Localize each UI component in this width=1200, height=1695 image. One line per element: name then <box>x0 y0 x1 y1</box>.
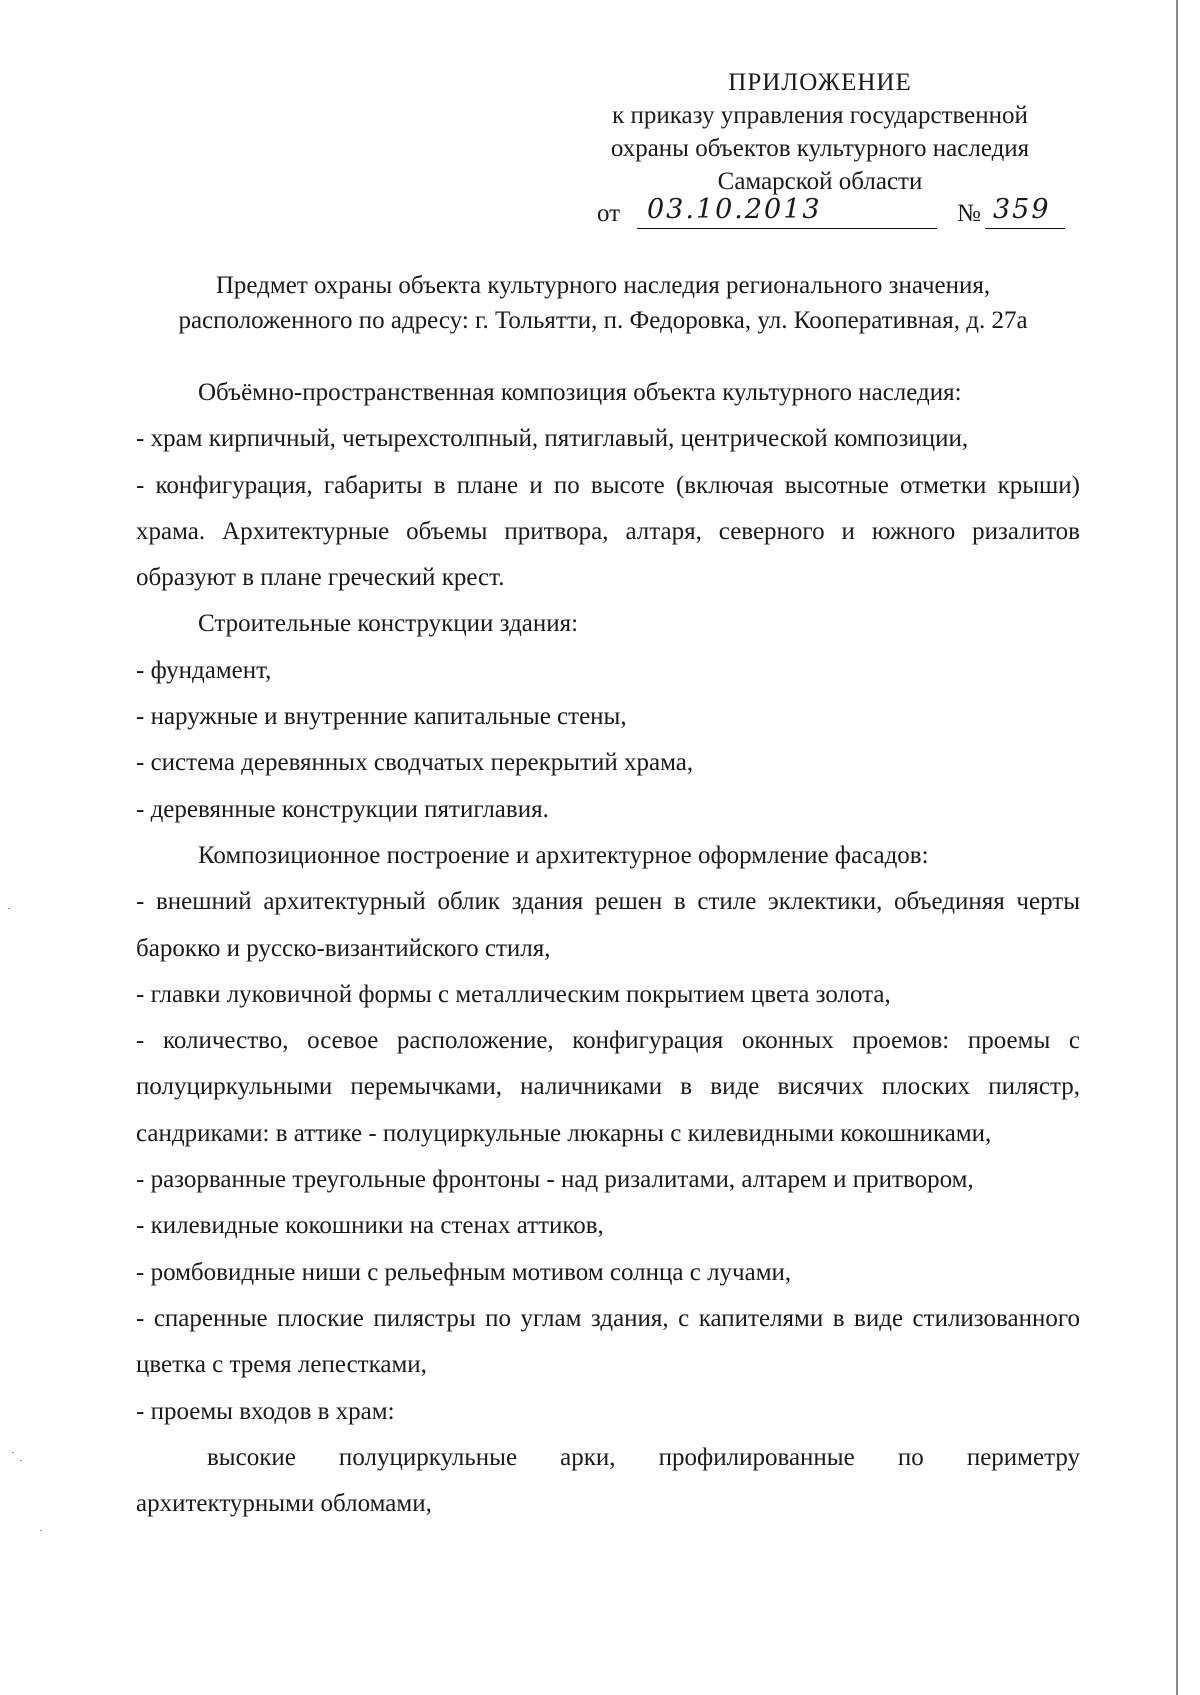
appendix-header-line-3: Самарской области <box>717 168 923 195</box>
scan-speck <box>12 1452 14 1453</box>
document-subject <box>130 268 1076 338</box>
list-subitem: высокие полуциркульные арки, профилированные по периметру архитектурными обломами, <box>136 1443 1080 1518</box>
order-date-handwritten: 03.10.2013 <box>647 194 822 225</box>
subject-line-2: расположенного по адресу: г. Тольятти, п. Федоровка, ул. Кооперативная, д. 27а <box>178 307 1028 334</box>
list-item: - деревянные конструкции пятиглавия. <box>136 795 549 823</box>
list-item: - главки луковичной формы с металлическим покрытием цвета золота, <box>136 980 891 1008</box>
list-item: - разорванные треугольные фронтоны - над ризалитами, алтарем и притвором, <box>136 1166 974 1194</box>
scan-page-edge <box>1176 0 1178 1695</box>
list-item: - конфигурация, габариты в плане и по высоте (включая высотные отметки крыши) храма. Архитектурные объемы притвора, алтаря, северного и южного ризалитов образуют в плане греческий крест. <box>136 471 1080 592</box>
order-number-handwritten: 359 <box>993 194 1051 225</box>
list-item: - храм кирпичный, четырехстолпный, пятиглавый, центрической композиции, <box>136 425 969 453</box>
appendix-header <box>560 66 1080 198</box>
scan-speck <box>8 908 10 909</box>
list-item: - ромбовидные ниши с рельефным мотивом солнца с лучами, <box>136 1258 792 1286</box>
order-from-label: от <box>597 200 621 227</box>
section-heading-structure: Строительные конструкции здания: <box>198 610 579 638</box>
section-heading-facades: Композиционное построение и архитектурное оформление фасадов: <box>198 841 929 869</box>
appendix-header-line-1: к приказу управления государственной <box>612 102 1028 129</box>
appendix-title: ПРИЛОЖЕНИЕ <box>728 69 912 96</box>
order-number-label: № <box>957 200 981 227</box>
order-date-underline <box>637 228 937 229</box>
scan-speck <box>40 1530 42 1531</box>
subject-line-1: Предмет охраны объекта культурного наследия регионального значения, <box>215 272 991 299</box>
list-item: - спаренные плоские пилястры по углам здания, с капителями в виде стилизованного цветка с тремя лепестками, <box>136 1304 1080 1379</box>
list-item: - количество, осевое расположение, конфигурация оконных проемов: проемы с полуциркульными перемычками, наличниками в виде висячих плоских пилястр, сандриками: в аттике - полуциркульные люкарны с килевидными кокошниками, <box>136 1027 1080 1147</box>
list-item: - внешний архитектурный облик здания решен в стиле эклектики, объединяя черты барокко и русско-византийского стиля, <box>136 888 1080 962</box>
list-item: - килевидные кокошники на стенах аттиков, <box>136 1212 604 1240</box>
order-number-underline <box>985 228 1065 229</box>
scan-speck <box>20 1460 22 1461</box>
appendix-header-line-2: охраны объектов культурного наследия <box>610 135 1030 162</box>
list-item: - наружные и внутренние капитальные стены, <box>136 703 627 731</box>
order-reference <box>597 194 1067 234</box>
list-item: - проемы входов в храм: <box>136 1397 395 1425</box>
section-heading-volume: Объёмно-пространственная композиция объекта культурного наследия: <box>198 379 962 406</box>
document-body <box>136 370 1080 1527</box>
list-item: - фундамент, <box>136 656 272 684</box>
list-item: - система деревянных сводчатых перекрытий храма, <box>136 749 694 777</box>
